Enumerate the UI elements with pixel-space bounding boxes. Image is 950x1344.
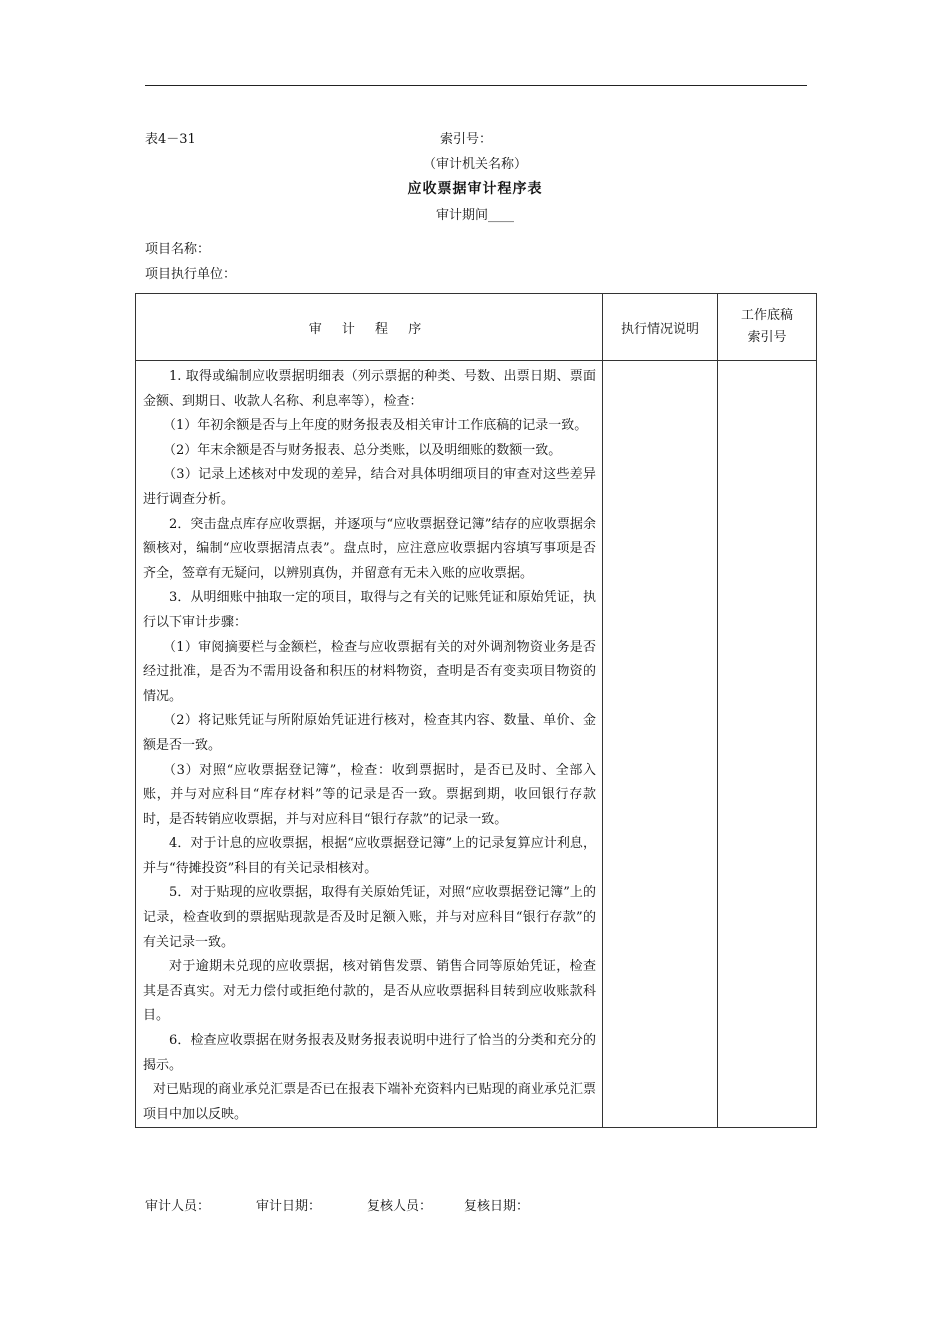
procedure-paragraph: 5．对于贴现的应收票据，取得有关原始凭证，对照“应收票据登记簿”上的记录，检查收到的票据贴现款是否及时足额入账，并与对应科目“银行存款”的有关记录一致。 bbox=[143, 885, 596, 950]
table-header-row bbox=[136, 294, 817, 361]
col-header-procedure: 审 计 程 序 bbox=[136, 294, 603, 361]
procedure-paragraph: （3）记录上述核对中发现的差异，结合对具体明细项目的审查对这些差异进行调查分析。 bbox=[143, 467, 596, 507]
col-header-workpaper: 工作底稿 索引号 bbox=[718, 294, 817, 361]
procedure-paragraph: （2）年末余额是否与财务报表、总分类账，以及明细账的数额一致。 bbox=[163, 442, 562, 458]
procedure-paragraph: 6．检查应收票据在财务报表及财务报表说明中进行了恰当的分类和充分的揭示。 bbox=[143, 1033, 596, 1073]
procedure-paragraph: 对已贴现的商业承兑汇票是否已在报表下端补充资料内已贴现的商业承兑汇票项目中加以反映。 bbox=[143, 1082, 596, 1122]
procedure-paragraph: 对于逾期未兑现的应收票据，核对销售发票、销售合同等原始凭证，检查其是否真实。对无力偿付或拒绝付款的，是否从应收票据科目转到应收账款科目。 bbox=[143, 959, 596, 1024]
table-number: 表4－31 bbox=[145, 132, 196, 147]
procedure-cell bbox=[136, 361, 603, 1128]
signature-footer bbox=[145, 1195, 529, 1214]
col-header-execution: 执行情况说明 bbox=[603, 294, 718, 361]
org-name: （审计机关名称） bbox=[422, 157, 527, 172]
project-unit-label: 项目执行单位： bbox=[145, 267, 237, 282]
workpaper-index-cell[interactable] bbox=[718, 361, 817, 1128]
project-name-label: 项目名称： bbox=[145, 242, 211, 257]
procedure-paragraph: （1）审阅摘要栏与金额栏，检查与应收票据有关的对外调剂物资业务是否经过批准，是否为不需用设备和积压的材料物资，查明是否有变卖项目物资的情况。 bbox=[143, 639, 596, 704]
audit-date-label: 审计日期： bbox=[256, 1199, 322, 1214]
table-body-row bbox=[136, 361, 817, 1128]
reviewer-label: 复核人员： bbox=[367, 1199, 433, 1214]
procedure-paragraph: （2）将记账凭证与所附原始凭证进行核对，检查其内容、数量、单价、金额是否一致。 bbox=[143, 713, 596, 753]
document-title: 应收票据审计程序表 bbox=[407, 181, 543, 197]
procedure-paragraph: 2．突击盘点库存应收票据，并逐项与“应收票据登记簿”结存的应收票据余额核对，编制“应收票据清点表”。盘点时，应注意应收票据内容填写事项是否齐全，签章有无疑问，以辨别真伪，并留意有无未入账的应收票据。 bbox=[143, 516, 596, 581]
procedure-paragraph: （3）对照“应收票据登记簿”，检查：收到票据时，是否已及时、全部入账，并与对应科目“库存材料”等的记录是否一致。票据到期，收回银行存款时，是否转销应收票据，并与对应科目“银行存款”的记录一致。 bbox=[143, 762, 596, 827]
audit-period: 审计期间____ bbox=[435, 208, 514, 223]
top-rule bbox=[145, 85, 807, 86]
auditor-label: 审计人员： bbox=[145, 1199, 211, 1214]
audit-procedure-table bbox=[135, 293, 817, 1128]
procedure-paragraph: 3．从明细账中抽取一定的项目，取得与之有关的记账凭证和原始凭证，执行以下审计步骤： bbox=[143, 590, 596, 630]
index-number-label: 索引号： bbox=[440, 132, 493, 147]
review-date-label: 复核日期： bbox=[464, 1199, 530, 1214]
procedure-paragraph: 4．对于计息的应收票据，根据“应收票据登记簿”上的记录复算应计利息，并与“待摊投资”科目的有关记录相核对。 bbox=[143, 836, 596, 876]
procedure-paragraph: （1）年初余额是否与上年度的财务报表及相关审计工作底稿的记录一致。 bbox=[163, 418, 588, 434]
execution-notes-cell[interactable] bbox=[603, 361, 718, 1128]
procedure-paragraph: 1. 取得或编制应收票据明细表（列示票据的种类、号数、出票日期、票面金额、到期日、收款人名称、利息率等），检查： bbox=[143, 369, 596, 409]
